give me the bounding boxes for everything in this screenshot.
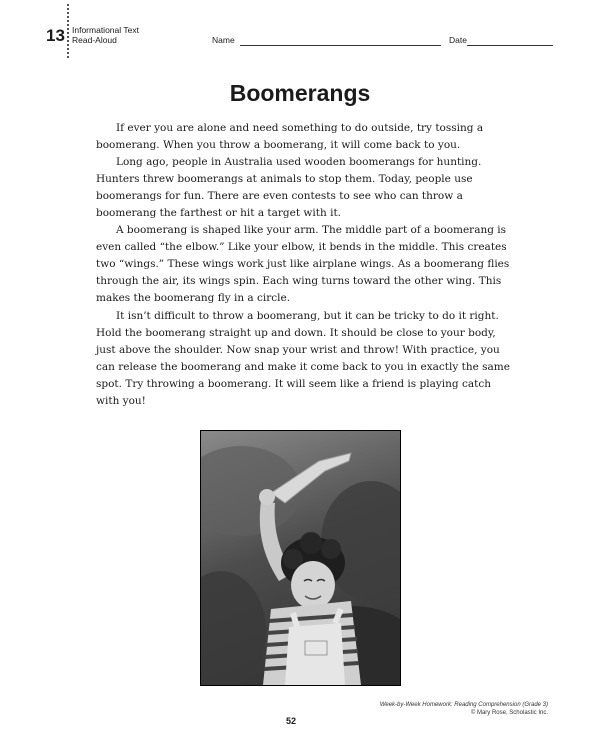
page-title: Boomerangs <box>229 80 371 106</box>
date-field[interactable] <box>467 45 553 46</box>
dotted-divider <box>67 4 69 58</box>
story-text <box>96 120 510 410</box>
paragraph-1: If ever you are alone and need something to do outside, try tossing a boomerang. When you throw a boomerang, it will come back to you. <box>96 122 484 152</box>
date-label: Date <box>449 35 467 45</box>
lesson-type-line-2: Read-Aloud <box>72 35 117 45</box>
lesson-type-line-1: Informational Text <box>72 25 139 35</box>
worksheet-header <box>0 0 600 60</box>
lesson-number: 13 <box>46 26 65 45</box>
paragraph-3: A boomerang is shaped like your arm. The middle part of a boomerang is even called “the elbow.” Like your elbow, it bends in the middle. This creates two “wings.” These wings work just like airplane wings. As a boomerang flies through the air, its wings spin. Each wing turns toward the other wing. This makes the boomerang fly in a circle. <box>96 224 510 305</box>
boy-throwing-boomerang-illustration <box>201 431 400 685</box>
paragraph-4: It isn’t difficult to throw a boomerang, but it can be tricky to do it right. Hold the boomerang straight up and down. It should be close to your body, just above the shoulder. Now snap your wrist and throw! With practice, you can release the boomerang and make it come back to you in exactly the same spot. Try throwing a boomerang. It will seem like a friend is playing catch with you! <box>96 309 510 407</box>
footer-copyright: © Mary Rose, Scholastic Inc. <box>470 710 548 716</box>
lesson-type <box>72 25 139 45</box>
paragraph-2: Long ago, people in Australia used wooden boomerangs for hunting. Hunters threw boomerangs at animals to stop them. Today, people use boomerangs for fun. There are even contests to see who can throw a boomerang the farthest or hit a target with it. <box>96 156 482 220</box>
footer-source <box>300 701 548 717</box>
boomerang-photo <box>200 430 401 686</box>
name-field[interactable] <box>240 45 441 46</box>
name-label: Name <box>212 35 235 45</box>
footer-book-title: Week-by-Week Homework: Reading Comprehension (Grade 3) <box>379 702 548 708</box>
page-number: 52 <box>286 716 297 726</box>
